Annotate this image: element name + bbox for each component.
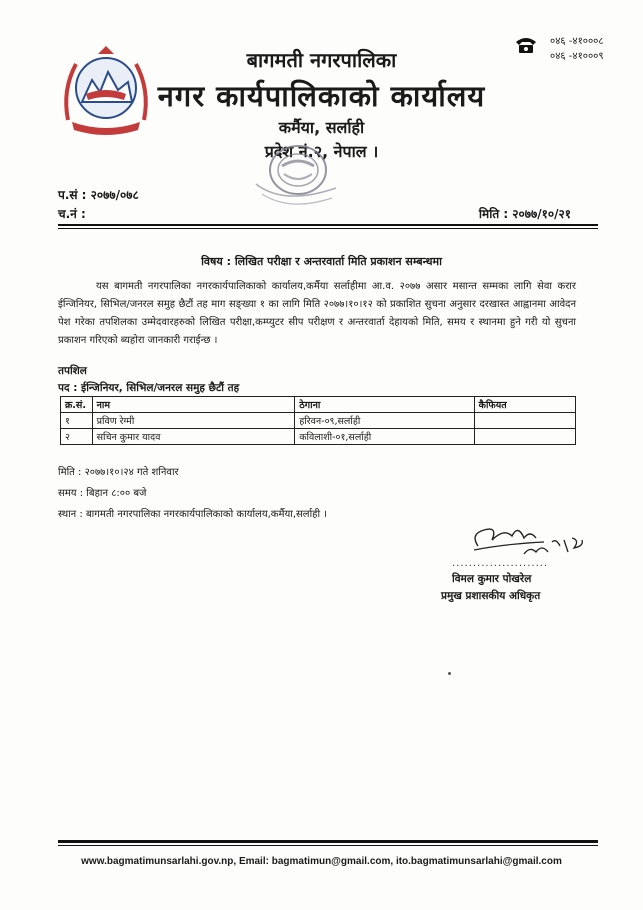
office-stamp-icon xyxy=(244,140,350,214)
letter-subject: विषय : लिखित परीक्षा र अन्तरवार्ता मिति प्रकाशन सम्बन्धमा xyxy=(201,255,442,268)
cell-name: प्रविण रेग्मी xyxy=(92,413,295,429)
scan-speck xyxy=(448,672,451,675)
table-header-row xyxy=(61,397,576,413)
office-title: नगर कार्यपालिकाको कार्यालय xyxy=(157,79,486,113)
phone-number-1: ०४६ -४१०००८ xyxy=(550,36,604,47)
footer-divider xyxy=(58,840,598,843)
office-location: कर्मैया, सर्लाही xyxy=(278,118,365,137)
cell-remarks xyxy=(474,429,575,445)
signatory-name: विमल कुमार पोखरेल xyxy=(452,573,532,585)
col-remarks: कैफियत xyxy=(474,397,575,413)
cell-serial: १ xyxy=(61,413,93,429)
col-name: नाम xyxy=(92,397,295,413)
post-title: पद : ईन्जिनियर, सिभिल/जनरल समुह छैटौं तह xyxy=(58,382,240,394)
signatory-title: प्रमुख प्रशासकीय अधिकृत xyxy=(441,590,541,602)
chalani-number: च.नं : xyxy=(58,207,86,221)
cell-address: कविलाशी-०१,सर्लाही xyxy=(295,429,474,445)
signature-line: ....................... xyxy=(452,558,549,569)
patra-sankhya: प.सं : २०७७/०७८ xyxy=(58,188,139,202)
schedule-block xyxy=(58,462,327,525)
letter-body: यस बागमती नगरपालिका नगरकार्यपालिकाको कार्यालय,कर्मैया सर्लाहीमा आ.व. २०७७ असार मसान्त सम्मका लागि सेवा करार ईन्जिनियर, सिभिल/जनरल समुह छैटौं तह माग सङ्ख्या १ का लागि मिति २०७७।१०।१२ को प्रकाशित सुचना अनुसार दरखास्त आह्वानमा आवेदन पेश गरेका तपशिलका उम्मेदवारहरुको लिखित परीक्षा,कम्प्युटर सीप परीक्षण र अन्तरवार्ता देहायको मिति, समय र स्थानमा हुने गरी यो सुचना प्रकाशन गरिएको ब्यहोरा जानकारी गराईन्छ । xyxy=(58,281,576,346)
candidate-table xyxy=(60,396,576,445)
cell-name: सचिन कुमार यादव xyxy=(92,429,295,445)
cell-serial: २ xyxy=(61,429,93,445)
exam-time: समय : बिहान ८:०० बजे xyxy=(58,488,147,499)
col-serial: क्र.सं. xyxy=(61,397,93,413)
exam-venue: स्थान : बागमती नगरपालिका नगरकार्यपालिकाको कार्यालय,कर्मैया,सर्लाही । xyxy=(58,509,328,520)
footer-contact: www.bagmatimunsarlahi.gov.np, Email: bagmatimun@gmail.com, ito.bagmatimunsarlahi@gmail.com xyxy=(81,856,562,867)
province-line: प्रदेश नं.२, नेपाल । xyxy=(264,142,379,161)
cell-remarks xyxy=(474,413,575,429)
phone-numbers xyxy=(550,34,604,64)
footer-divider-thin xyxy=(58,845,598,846)
letter-date: मिति : २०७७/१०/२१ xyxy=(478,207,571,221)
reference-block xyxy=(58,186,139,224)
col-address: ठेगाना xyxy=(295,397,474,413)
exam-date: मिति : २०७७।१०।२४ गते शनिवार xyxy=(58,467,179,478)
phone-number-2: ०४६ -४१०००९ xyxy=(550,51,604,62)
header-divider xyxy=(58,224,598,226)
table-row xyxy=(61,413,576,429)
municipality-name: बागमती नगरपालिका xyxy=(246,48,397,72)
telephone-icon xyxy=(515,36,537,54)
cell-address: हरिवन-०९,सर्लाही xyxy=(295,413,474,429)
table-row xyxy=(61,429,576,445)
header-divider-thin xyxy=(58,228,598,229)
details-heading: तपशिल xyxy=(58,365,87,377)
